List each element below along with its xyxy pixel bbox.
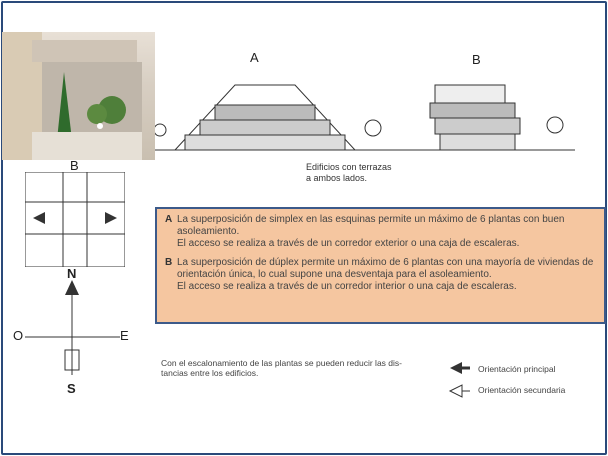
section-b-label: B — [472, 52, 481, 67]
orientation-arrow-icon — [33, 212, 45, 224]
compass-east: E — [120, 328, 129, 343]
staggering-note — [161, 358, 402, 378]
plan-b-label: B — [70, 158, 79, 173]
info-a-text: La superposición de simplex en las esquinas permite un máximo de 6 plantas con buen asoleamiento. — [177, 214, 565, 237]
info-box — [155, 207, 606, 324]
secondary-orientation-icon — [450, 385, 462, 397]
info-b-letter: B — [165, 257, 173, 268]
photo-illustration — [2, 32, 155, 160]
compass-south: S — [67, 381, 76, 396]
legend-secondary: Orientación secundaria — [478, 385, 566, 395]
info-a — [165, 214, 596, 250]
info-a-access: El acceso se realiza a través de un corredor exterior o una caja de escaleras. — [177, 238, 520, 249]
section-a-label: A — [250, 50, 259, 65]
caption-line: Edificios con terrazas — [306, 162, 392, 172]
info-a-letter: A — [165, 214, 173, 225]
orientation-arrow-icon — [105, 212, 117, 224]
info-b-access: El acceso se realiza a través de un corredor interior o una caja de escaleras. — [177, 281, 517, 292]
note-line: Con el escalonamiento de las plantas se pueden reducir las dis- — [161, 358, 402, 368]
compass-north: N — [67, 266, 77, 281]
note-line: tancias entre los edificios. — [161, 368, 259, 378]
info-b-text: La superposición de dúplex permite un máximo de 6 plantas con una mayoría de viviendas de orientación única, lo cual supone una desventaja para el asoleamiento. — [177, 257, 594, 280]
building-sections-drawing — [155, 80, 575, 155]
caption-line: a ambos lados. — [306, 173, 368, 183]
floor-plan-drawing — [25, 172, 125, 267]
compass-west: O — [13, 328, 24, 343]
info-b — [165, 257, 596, 293]
legend-primary: Orientación principal — [478, 364, 556, 374]
legend-icons — [448, 360, 472, 400]
sections-caption — [306, 162, 392, 184]
building-terrace-photo — [2, 32, 155, 160]
